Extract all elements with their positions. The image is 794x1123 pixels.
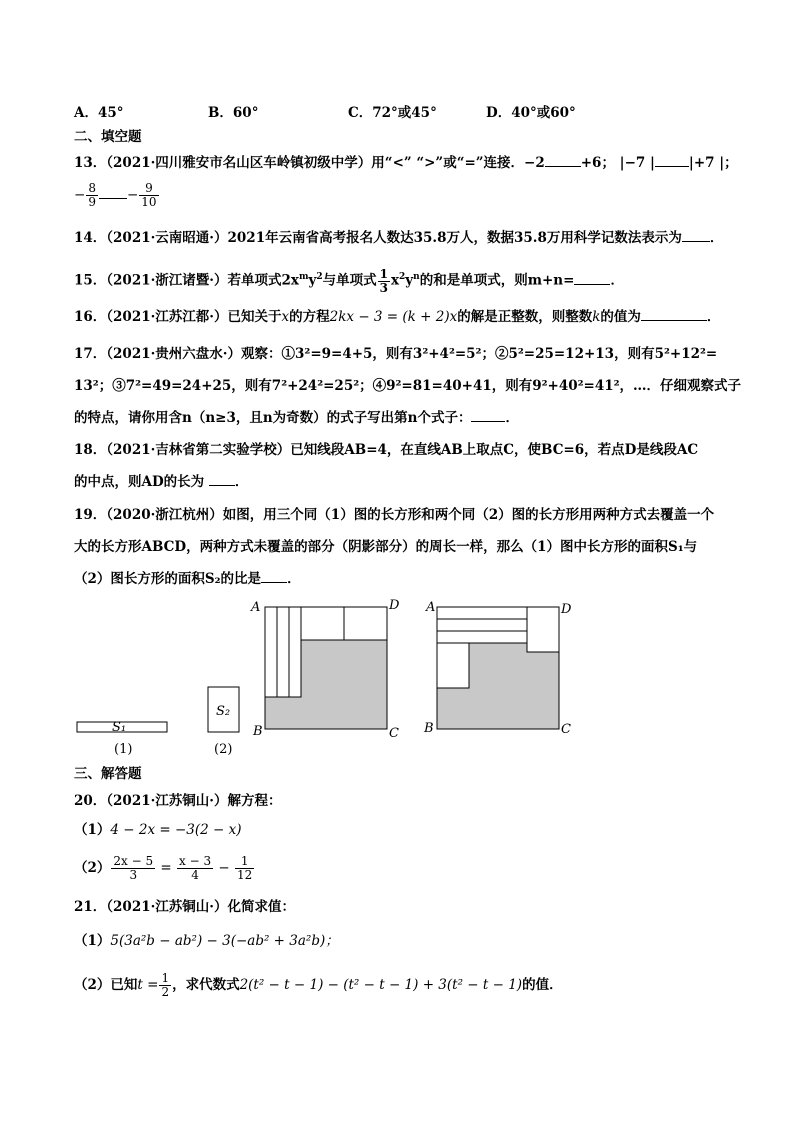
question-18-line2: 的中点，则AD的长为 ．	[74, 474, 249, 490]
svg-text:C: C	[561, 722, 571, 737]
option-c: C．72°或45°	[348, 105, 437, 121]
question-19-line2: 大的长方形ABCD，两种方式未覆盖的部分（阴影部分）的周长一样，那么（1）图中长方形的面积S₁与	[74, 539, 698, 555]
question-21-part2: （2）已知t = $\frac{1}{2}$ ，求代数式2(t² − t − 1) − (t² − t − 1) + 3(t² − t − 1)的值．	[74, 971, 563, 999]
question-14: 14．（2021·云南昭通·）2021年云南省高考报名人数达35.8万人，数据35.8万用科学记数法表示为 ．	[74, 230, 724, 246]
question-16: 16．（2021·江苏江都·）已知关于x的方程2kx − 3 = (k + 2)x的解是正整数，则整数k的值为 ．	[74, 309, 721, 325]
caption-2: (2)	[214, 742, 233, 757]
svg-text:B: B	[253, 724, 263, 739]
covering-method-1	[250, 598, 400, 741]
question-17-line1: 17．（2021·贵州六盘水·）观察：①3²=9=4+5，则有3²+4²=5²；②5²=25=12+13，则有5²+12²=	[74, 346, 718, 362]
question-20-part1: （1）4 − 2x = −3(2 − x)	[74, 822, 242, 838]
option-b: B．60°	[208, 105, 259, 121]
question-19-line1: 19．（2020·浙江杭州）如图，用三个同（1）图的长方形和两个同（2）图的长方形用两种方式去覆盖一个	[74, 507, 715, 523]
svg-text:A: A	[426, 600, 436, 615]
svg-text:B: B	[424, 721, 434, 736]
question-18-line1: 18．（2021·吉林省第二实验学校）已知线段AB=4，在直线AB上取点C，使BC=6，若点D是线段AC	[74, 442, 699, 458]
question-20-part2: （2） $\frac{2x - 5}{3}$ = $\frac{x - 3}{4}$ − $\frac{1}{12}$	[74, 854, 253, 882]
question-17-line3: 的特点，请你用含n（n≥3，且n为奇数）的式子写出第n个式子： ．	[74, 410, 519, 426]
caption-1: (1)	[114, 742, 133, 757]
section-heading-fill: 二、填空题	[74, 129, 142, 145]
question-20-title: 20．（2021·江苏铜山·）解方程：	[74, 793, 282, 809]
question-15: 15．（2021·浙江诸暨·）若单项式$2x^my^2$与单项式 $\frac{1}{3}$ $x^2y^n$的和是单项式，则m+n= ．	[74, 266, 624, 295]
svg-text:D: D	[389, 598, 400, 613]
svg-text:A: A	[251, 600, 261, 615]
question-13: 13．（2021·四川雅安市名山区车岭镇初级中学）用“<” “>”或“=”连接．−2 +6； |−7 | |+7 |；	[74, 155, 738, 171]
svg-text:D: D	[561, 602, 572, 617]
question-19-line3: （2）图长方形的面积S₂的比是 ．	[74, 571, 301, 587]
label-s2: S₂	[216, 704, 231, 719]
svg-text:C: C	[389, 726, 399, 741]
label-s1: S₁	[112, 720, 127, 735]
covering-method-2	[423, 600, 572, 737]
section-heading-answer: 三、解答题	[74, 766, 142, 782]
question-21-part1: （1）5(3a²b − ab²) − 3(−ab² + 3a²b)；	[74, 933, 339, 949]
option-d: D．40°或60°	[486, 105, 576, 121]
rectangles-figure	[60, 595, 620, 765]
question-13-fractions: − $\frac{8}{9}$ − $\frac{9}{10}$	[74, 181, 157, 209]
question-21-title: 21．（2021·江苏铜山·）化简求值：	[74, 899, 296, 915]
option-a: A．45°	[74, 105, 124, 121]
question-17-line2: 13²；③7²=49=24+25，则有7²+24²=25²；④9²=81=40+41，则有9²+40²=41²，…．仔细观察式子	[74, 378, 742, 394]
